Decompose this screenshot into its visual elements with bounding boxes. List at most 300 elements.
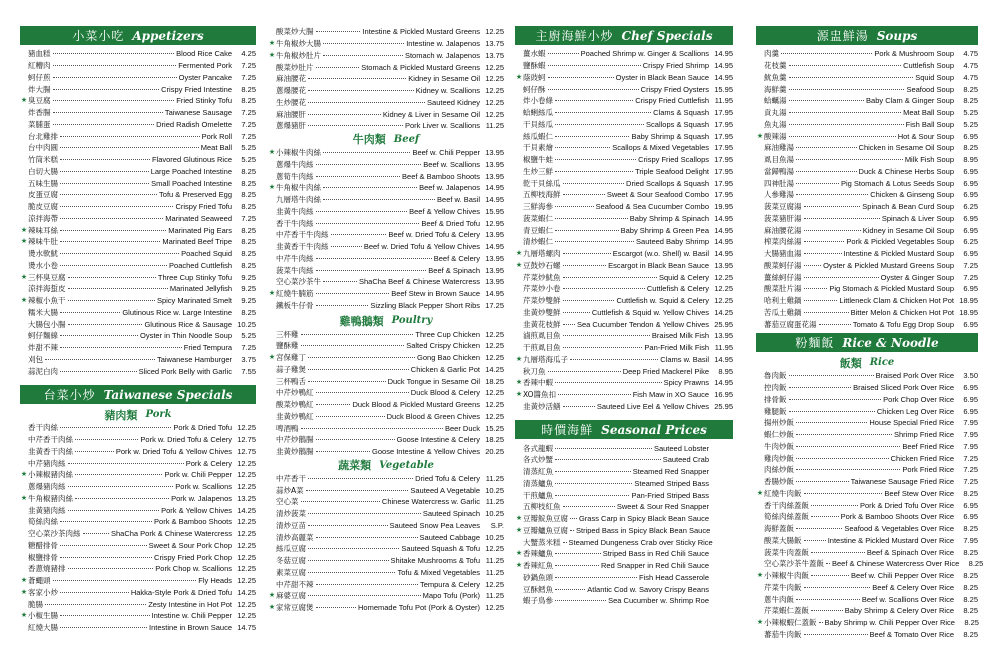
item-name-zh: 三杯鴨舌 — [276, 376, 306, 386]
item-price: 11.95 — [714, 343, 733, 353]
item-price: 8.25 — [241, 260, 256, 270]
menu-item — [515, 513, 733, 525]
item-price: 12.25 — [237, 599, 256, 609]
item-name-zh: 蛤蠣湯 — [764, 96, 787, 106]
menu-item — [268, 375, 504, 387]
item-name-zh: 菠菜牛肉絲 — [276, 265, 314, 275]
menu-item — [515, 142, 733, 154]
item-price: 8.25 — [241, 225, 256, 235]
item-name-zh: 芹菜炒小卷 — [523, 284, 561, 294]
menu-item — [20, 330, 256, 342]
item-name-en: Intestine & Pickled Mustard Greens — [362, 27, 480, 37]
menu-item — [268, 50, 504, 62]
menu-item — [268, 159, 504, 171]
menu-item — [756, 166, 978, 178]
spicy-star-icon: ★ — [515, 72, 523, 81]
item-name-zh: 炸香腸 — [28, 108, 51, 118]
menu-item — [756, 201, 978, 213]
menu-item — [756, 511, 978, 523]
menu-item — [20, 493, 256, 505]
item-price: 6.95 — [963, 406, 978, 416]
item-name-zh: 清蒸紅魚 — [523, 467, 553, 477]
item-name-zh: 牛肉炒飯 — [764, 441, 794, 451]
item-price: 12.25 — [237, 529, 256, 539]
item-name-zh: 台中肉圓 — [28, 143, 58, 153]
dot-leader — [555, 565, 599, 566]
item-name-en: Intestine in Brown Sauce — [149, 623, 232, 633]
menu-item — [20, 598, 256, 610]
item-name-zh: 酸辣湯 — [764, 131, 787, 141]
item-price: 10.25 — [485, 485, 504, 495]
item-name-zh: 客家小炒 — [28, 587, 58, 597]
dot-leader — [796, 183, 839, 184]
dot-leader — [570, 518, 577, 519]
menu-item — [268, 364, 504, 376]
item-name-en: Sauteed Lobster — [653, 443, 709, 453]
spicy-star-icon: ★ — [515, 561, 523, 570]
section-title-en: Chef Specials — [621, 28, 713, 43]
item-name-en: Dried Radish Omelette — [156, 119, 232, 129]
dot-leader — [563, 183, 625, 184]
item-name-en: Beer Duck — [444, 423, 480, 433]
dot-leader — [60, 265, 167, 266]
item-name-en: Beef & Celery — [433, 253, 480, 263]
item-name-zh: 中芹牛肉絲 — [276, 253, 314, 263]
section-header-seasonal-prices — [515, 420, 733, 439]
item-name-en: Intestine w. Chili Pepper — [151, 611, 232, 621]
item-name-zh: 紅燒牛腩筋 — [276, 289, 314, 299]
item-price: 14.95 — [714, 61, 733, 71]
dot-leader — [68, 300, 155, 301]
item-name-zh: 韭黃花枝鮮 — [523, 319, 561, 329]
spicy-star-icon: ★ — [20, 493, 28, 502]
item-price: 13.95 — [485, 230, 504, 240]
item-name-zh: 豆酥鱈魚 — [523, 584, 553, 594]
menu-item — [756, 593, 978, 605]
subsection-title-zh: 蔬菜類 — [338, 459, 372, 472]
item-price: 17.95 — [714, 178, 733, 188]
menu-item — [268, 97, 504, 109]
menu-item — [515, 107, 733, 119]
item-name-zh: 蔥爆牛肉絲 — [276, 159, 314, 169]
item-name-zh: 韭黃牛肉絲 — [276, 206, 314, 216]
dot-leader — [316, 211, 408, 212]
item-price: 12.25 — [237, 576, 256, 586]
item-name-en: Poached Cuttlefish — [169, 260, 232, 270]
menu-column-3 — [515, 26, 733, 607]
menu-item — [515, 60, 733, 72]
menu-item — [20, 295, 256, 307]
dot-leader — [804, 230, 861, 231]
item-name-en: Cuttlefish & Squid w. Yellow Chives — [591, 307, 709, 317]
item-price: 12.25 — [485, 74, 504, 84]
item-price: 13.75 — [485, 50, 504, 60]
item-name-en: Shitake Mushrooms & Tofu — [390, 556, 480, 566]
item-name-en: Flavored Glutinous Rice — [151, 155, 232, 165]
item-price: 7.25 — [241, 343, 256, 353]
dot-leader — [548, 371, 621, 372]
item-name-zh: 花枝羹 — [764, 61, 787, 71]
item-name-zh: 干煎虱目魚 — [523, 343, 561, 353]
dot-leader — [60, 194, 157, 195]
item-name-zh: 辣味耳絲 — [28, 225, 58, 235]
dot-leader — [60, 147, 199, 148]
menu-item — [20, 575, 256, 587]
item-name-zh: 炸小卷條 — [523, 96, 553, 106]
item-name-zh: 三杯雞 — [276, 329, 299, 339]
item-name-en: Fried Tempura — [183, 343, 232, 353]
item-name-zh: 鐵板牛仔骨 — [276, 300, 314, 310]
item-name-en: Sauteed A Vegetable — [410, 485, 480, 495]
item-price: 7.25 — [241, 72, 256, 82]
item-name-zh: 小椒生腸 — [28, 611, 58, 621]
item-price: 12.25 — [485, 97, 504, 107]
item-name-zh: 蔥爆豬肝 — [276, 121, 306, 131]
menu-item — [515, 442, 733, 454]
item-name-en: Sauteed Kidney — [427, 97, 480, 107]
item-name-zh: 韭黃炒活鱔 — [523, 401, 561, 411]
dot-leader — [563, 300, 615, 301]
item-price: 14.25 — [485, 364, 504, 374]
item-price: 17.25 — [485, 300, 504, 310]
item-price: 14.95 — [485, 289, 504, 299]
dot-leader — [789, 124, 904, 125]
item-price: 6.95 — [963, 394, 978, 404]
menu-item — [20, 83, 256, 95]
item-price: 12.25 — [485, 329, 504, 339]
item-price: 8.25 — [241, 249, 256, 259]
item-name-en: Braised Sliced Pork Over Rice — [853, 383, 954, 393]
item-price: 8.25 — [968, 559, 984, 569]
item-name-en: Spinach & Bean Curd Soup — [862, 202, 954, 212]
item-name-en: Three Cup Stinky Tofu — [157, 272, 232, 282]
dot-leader — [60, 218, 163, 219]
item-name-zh: 苦瓜土雞鍋 — [764, 307, 802, 317]
item-price: 11.95 — [714, 96, 733, 106]
item-name-en: Littleneck Clam & Chicken Hot Pot — [839, 296, 954, 306]
item-name-en: Kidney in Sesame Oil — [408, 74, 480, 84]
dot-leader — [323, 152, 410, 153]
dot-leader — [60, 627, 147, 628]
menu-item — [515, 377, 733, 389]
item-price: 18.25 — [485, 435, 504, 445]
item-name-zh: 人參雞湯 — [764, 190, 794, 200]
item-name-en: Beef & Tomato Over Rice — [869, 629, 954, 639]
dot-leader — [811, 552, 865, 553]
item-name-zh: 魚丸湯 — [764, 119, 787, 129]
item-name-zh: 脆皮豆腐 — [28, 202, 58, 212]
menu-item — [756, 476, 978, 488]
dot-leader — [316, 584, 418, 585]
item-name-en: Spinach & Liver Soup — [881, 213, 954, 223]
menu-column-4 — [756, 26, 984, 640]
item-name-zh: 絲瓜豆腐 — [276, 544, 306, 554]
item-price: 6.95 — [963, 512, 978, 522]
dot-leader — [804, 587, 871, 588]
item-price: 13.95 — [714, 331, 733, 341]
dot-leader — [316, 67, 360, 68]
item-name-zh: 虱目魚湯 — [764, 155, 794, 165]
item-name-zh: 空心菜沙茶肉絲 — [28, 529, 81, 539]
item-name-zh: 海鮮蓋飯 — [764, 524, 794, 534]
item-price: 5.25 — [963, 119, 978, 129]
menu-item — [20, 354, 256, 366]
item-name-en: Baby Shrimp & Squash — [631, 131, 709, 141]
item-name-zh: 韭黃炒鵝腸 — [276, 447, 314, 457]
item-name-zh: 三鮮海參 — [523, 202, 553, 212]
item-name-en: Baby Shrimp & Spinach — [629, 213, 709, 223]
item-name-en: Braised Pork Over Rice — [875, 371, 954, 381]
item-name-zh: 蒜子雞煲 — [276, 364, 306, 374]
item-name-zh: 九層塔螺肉 — [523, 249, 561, 259]
dot-leader — [60, 241, 160, 242]
dot-leader — [75, 498, 169, 499]
item-name-zh: 豆瓣鱸魚豆腐 — [523, 525, 568, 535]
item-price: 14.95 — [714, 49, 733, 59]
dot-leader — [789, 65, 902, 66]
item-name-zh: 牛角椒炒肚片 — [276, 50, 321, 60]
item-price: 12.25 — [237, 423, 256, 433]
dot-leader — [804, 277, 879, 278]
item-name-en: Sauteed Squash & Tofu — [401, 544, 480, 554]
item-price: 12.25 — [237, 517, 256, 527]
item-name-zh: 筍絲肉絲 — [28, 517, 58, 527]
soups-list — [756, 48, 978, 330]
item-name-zh: 鹽酥雞 — [276, 341, 299, 351]
menu-item — [20, 107, 256, 119]
menu-item — [756, 295, 978, 307]
dot-leader — [555, 600, 606, 601]
item-name-en: Stomach w. Jalapenos — [404, 50, 480, 60]
menu-item — [20, 422, 256, 434]
item-name-en: Intestine & Pickled Mustard Over Rice — [827, 535, 954, 545]
item-name-en: Sauteed Cabbage — [419, 532, 480, 542]
item-name-en: Pork w. Dried Tofu & Celery — [140, 435, 232, 445]
menu-item — [20, 283, 256, 295]
item-name-zh: 燙水軟魷 — [28, 249, 58, 259]
item-price: 8.25 — [963, 96, 978, 106]
item-price: 14.95 — [714, 213, 733, 223]
menu-item — [515, 560, 733, 572]
dot-leader — [804, 288, 828, 289]
item-name-zh: 蔭豉蚵 — [523, 72, 546, 82]
menu-item — [20, 248, 256, 260]
item-price: 17.95 — [714, 143, 733, 153]
dot-leader — [316, 416, 385, 417]
item-name-zh: 五味生腸 — [28, 178, 58, 188]
dot-leader — [563, 253, 611, 254]
item-price: 11.25 — [485, 591, 504, 601]
item-name-zh: 菠菜豆腐湯 — [764, 202, 802, 212]
menu-item — [756, 382, 978, 394]
item-name-zh: 大蟹蒸米糕 — [523, 537, 561, 547]
dot-leader — [548, 77, 614, 78]
item-name-zh: 蔥爆腰花 — [276, 86, 306, 96]
item-price: 9.25 — [241, 284, 256, 294]
item-name-en: Duck Blood & Celery — [410, 388, 480, 398]
item-name-zh: 鹽酥蝦 — [523, 61, 546, 71]
dot-leader — [301, 334, 414, 335]
menu-item — [268, 352, 504, 364]
item-name-en: Duck & Chinese Herbs Soup — [858, 166, 954, 176]
item-name-en: Sweet & Sour Seafood Combo — [606, 190, 709, 200]
dot-leader — [555, 159, 636, 160]
dot-leader — [60, 136, 200, 137]
menu-item — [756, 154, 978, 166]
dot-leader — [796, 171, 857, 172]
item-name-en: Salted Crispy Chicken — [406, 341, 480, 351]
menu-item — [756, 236, 978, 248]
item-name-en: Meat Ball Soup — [903, 108, 954, 118]
item-price: 7.25 — [963, 477, 978, 487]
item-price: 5.25 — [241, 143, 256, 153]
item-name-en: Sweet & Sour Pork Chop — [148, 540, 232, 550]
item-price: 5.25 — [241, 331, 256, 341]
menu-item — [756, 499, 978, 511]
item-name-en: Steamed Dungeness Crab over Sticky Rice — [568, 537, 713, 547]
menu-item — [268, 555, 504, 567]
chef-specials-list — [515, 48, 733, 412]
item-name-en: Scallops & Squash — [646, 119, 709, 129]
item-price: 6.95 — [963, 131, 978, 141]
dot-leader — [548, 89, 639, 90]
item-name-en: Pork Chop w. Scallions — [155, 564, 232, 574]
item-price: 4.25 — [241, 49, 256, 59]
item-price: 7.95 — [963, 535, 978, 545]
dot-leader — [563, 542, 567, 543]
item-price: 8.25 — [241, 178, 256, 188]
item-name-zh: 干貝素燴 — [523, 143, 553, 153]
menu-item — [756, 394, 978, 406]
item-name-en: Crispy Fried Shrimp — [642, 61, 709, 71]
dot-leader — [811, 575, 849, 576]
item-name-zh: 砂鍋魚頭 — [523, 572, 553, 582]
item-name-en: Goose Intestine & Celery — [396, 435, 480, 445]
item-name-zh: 蔥爆豬肉絲 — [28, 482, 66, 492]
dot-leader — [548, 65, 641, 66]
dot-leader — [60, 427, 171, 428]
spicy-star-icon: ★ — [268, 50, 276, 59]
item-price: 8.25 — [963, 571, 978, 581]
spicy-star-icon: ★ — [268, 148, 276, 157]
dot-leader — [796, 147, 857, 148]
menu-item — [268, 61, 504, 73]
menu-item — [756, 464, 978, 476]
menu-item — [756, 177, 978, 189]
item-name-zh: 香辣紅魚 — [523, 561, 553, 571]
item-name-en: Red Snapper in Red Chili Sauce — [601, 561, 709, 571]
menu-item — [756, 130, 978, 142]
subsection-title-zh: 豬肉類 — [104, 408, 138, 422]
item-name-zh: 三杯臭豆腐 — [28, 272, 66, 282]
item-name-en: Deep Fried Mackerel Pike — [622, 366, 709, 376]
item-name-zh: 酸菜炒肚片 — [276, 62, 314, 72]
spicy-star-icon: ★ — [268, 353, 276, 362]
item-price: 12.95 — [485, 218, 504, 228]
dot-leader — [563, 194, 605, 195]
item-price: 8.25 — [963, 547, 978, 557]
item-name-en: ShaCha Pork & Chinese Watercress — [110, 529, 232, 539]
item-name-en: Taiwanese Sausage — [164, 108, 232, 118]
dot-leader — [555, 136, 629, 137]
item-price: 12.25 — [237, 458, 256, 468]
item-price: 12.25 — [714, 272, 733, 282]
menu-item — [268, 399, 504, 411]
item-price: 5.25 — [963, 108, 978, 118]
section-title-zh: 小菜小吃 — [72, 29, 125, 43]
item-price: 15.25 — [485, 423, 504, 433]
item-name-en: Beef w. Scallions — [423, 159, 480, 169]
menu-item — [515, 466, 733, 478]
item-name-en: Taiwanese Sausage Fried Rice — [850, 477, 954, 487]
item-name-en: Pork Liver w. Scallions — [404, 121, 480, 131]
item-name-en: Tempura & Celery — [419, 579, 480, 589]
menu-item — [515, 201, 733, 213]
dot-leader — [316, 404, 351, 405]
dot-leader — [804, 265, 822, 266]
item-price: 14.95 — [485, 242, 504, 252]
dot-leader — [811, 516, 839, 517]
item-name-zh: 中芹炒鵝腸 — [276, 435, 314, 445]
menu-item — [20, 201, 256, 213]
item-name-zh: 小辣椒豬肉絲 — [28, 470, 73, 480]
menu-item — [20, 119, 256, 131]
menu-item — [20, 446, 256, 458]
item-name-zh: 宮保雞丁 — [276, 353, 306, 363]
dot-leader — [796, 422, 867, 423]
item-price: 6.95 — [963, 225, 978, 235]
item-name-en: Beef & Bamboo Shoots — [402, 171, 480, 181]
menu-item — [268, 217, 504, 229]
item-name-en: Marinated Seaweed — [165, 213, 232, 223]
menu-item — [515, 283, 733, 295]
item-price: 8.25 — [241, 84, 256, 94]
menu-item — [515, 119, 733, 131]
menu-item — [20, 271, 256, 283]
subsection-title-en: Poultry — [391, 315, 433, 327]
item-name-en: Beef w. Scallions Over Rice — [861, 594, 954, 604]
item-name-zh: 蛤蜊絲瓜 — [523, 108, 553, 118]
item-name-en: Striped Bass in Red Chili Sauce — [602, 549, 709, 559]
dot-leader — [308, 595, 421, 596]
menu-item — [268, 182, 504, 194]
spicy-star-icon: ★ — [515, 354, 523, 363]
menu-item — [515, 489, 733, 501]
menu-item — [756, 307, 978, 319]
item-name-en: Atlantic Cod w. Savory Crispy Beans — [587, 584, 709, 594]
item-name-zh: 中芹香干肉絲 — [28, 435, 73, 445]
menu-item — [515, 72, 733, 84]
menu-item — [268, 170, 504, 182]
seasonal-list — [515, 442, 733, 607]
dot-leader — [563, 324, 575, 325]
item-name-zh: 糖醋排骨 — [28, 540, 58, 550]
subsection-header-pork — [20, 407, 256, 422]
menu-column-2 — [268, 26, 504, 614]
subsection-title-en: Pork — [145, 409, 172, 420]
item-name-en: Pig Stomach & Pickled Mustard Soup — [829, 284, 954, 294]
menu-item — [20, 189, 256, 201]
item-name-en: Hakka-Style Pork & Dried Tofu — [130, 587, 232, 597]
item-name-zh: 豆瓣鯇魚豆腐 — [523, 514, 568, 524]
item-price: 14.95 — [714, 225, 733, 235]
menu-item — [756, 189, 978, 201]
menu-item — [515, 95, 733, 107]
dot-leader — [789, 77, 914, 78]
item-name-en: Clams & Squash — [653, 108, 709, 118]
dot-leader — [804, 634, 868, 635]
item-name-zh: 糯米大腸 — [28, 307, 58, 317]
